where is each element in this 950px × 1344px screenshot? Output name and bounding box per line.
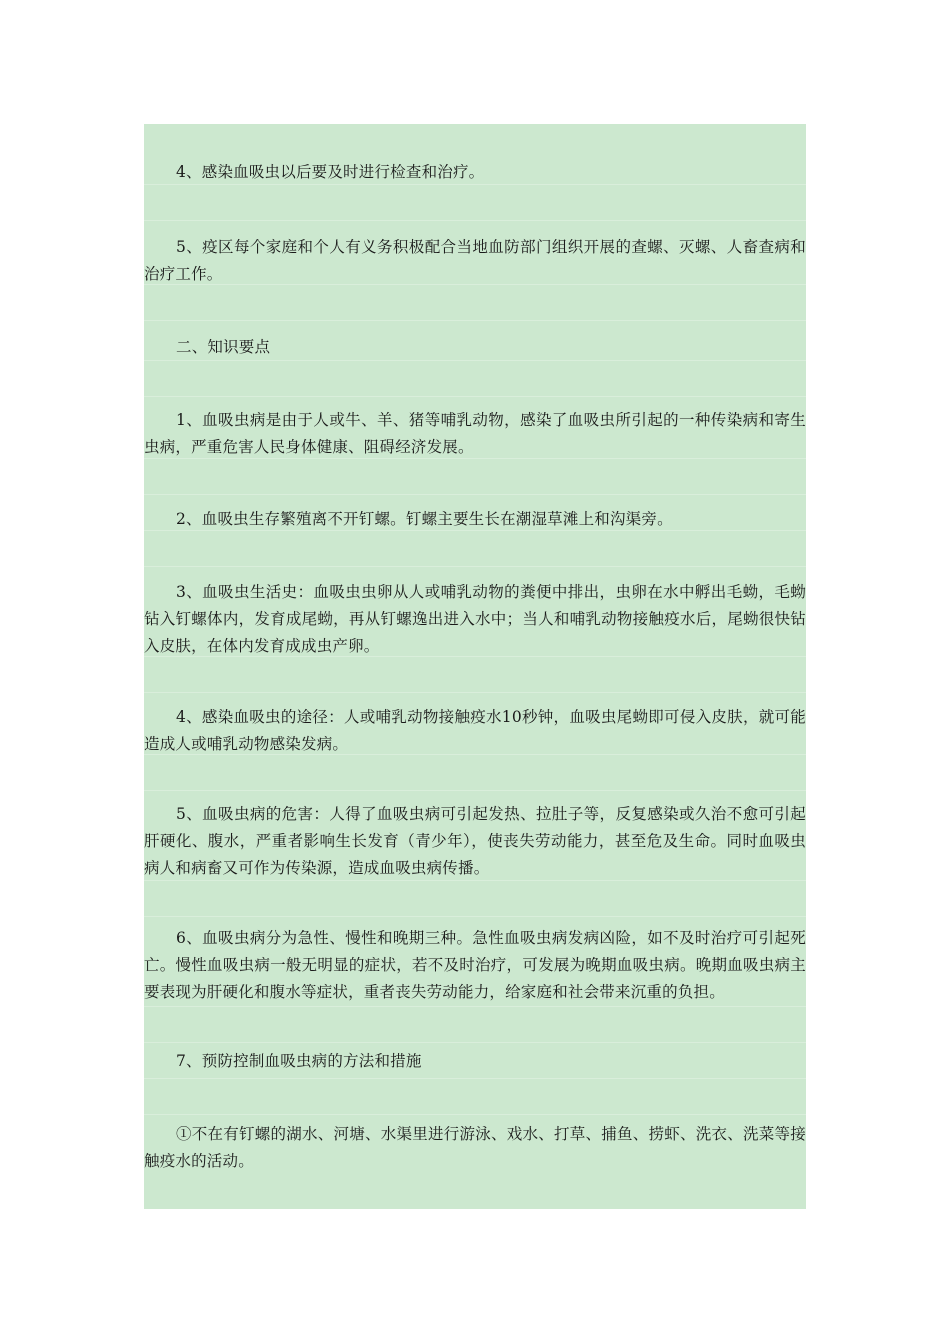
paragraph-point-6-types: 6、血吸虫病分为急性、慢性和晚期三种。急性血吸虫病发病凶险，如不及时治疗可引起死亡。慢性血吸虫病一般无明显的症状，若不及时治疗，可发展为晚期血吸虫病。晚期血吸虫病主要表现为肝硬化和腹水等症状，重者丧失劳动能力，给家庭和社会带来沉重的负担。 xyxy=(144,929,806,1001)
green-content-panel xyxy=(144,124,806,1209)
section-heading-knowledge-points: 二、知识要点 xyxy=(176,338,271,356)
line-divider xyxy=(144,566,806,567)
paragraph-item-5-cooperation: 5、疫区每个家庭和个人有义务积极配合当地血防部门组织开展的查螺、灭螺、人畜查病和治疗工作。 xyxy=(144,238,806,283)
paragraph-point-3-life-cycle: 3、血吸虫生活史：血吸虫虫卵从人或哺乳动物的粪便中排出，虫卵在水中孵出毛蚴，毛蚴钻入钉螺体内，发育成尾蚴，再从钉螺逸出进入水中；当人和哺乳动物接触疫水后，尾蚴很快钻入皮肤，在体内发育成成虫产卵。 xyxy=(144,583,806,655)
paragraph-point-7-prevention-heading: 7、预防控制血吸虫病的方法和措施 xyxy=(176,1052,422,1070)
paragraph-prevention-measure-1: ①不在有钉螺的湖水、河塘、水渠里进行游泳、戏水、打草、捕鱼、捞虾、洗衣、洗菜等接触疫水的活动。 xyxy=(144,1125,806,1170)
line-divider xyxy=(144,692,806,693)
line-divider xyxy=(144,396,806,397)
line-divider xyxy=(144,790,806,791)
line-divider xyxy=(144,1114,806,1115)
line-divider xyxy=(144,1006,806,1007)
paragraph-point-4-infection-route: 4、感染血吸虫的途径：人或哺乳动物接触疫水10秒钟，血吸虫尾蚴即可侵入皮肤，就可能造成人或哺乳动物感染发病。 xyxy=(144,708,806,753)
line-divider xyxy=(144,916,806,917)
line-divider xyxy=(144,1042,806,1043)
line-divider xyxy=(144,220,806,221)
line-divider xyxy=(144,494,806,495)
line-divider xyxy=(144,320,806,321)
paragraph-item-4-checkup: 4、感染血吸虫以后要及时进行检查和治疗。 xyxy=(176,163,485,181)
paragraph-point-1-definition: 1、血吸虫病是由于人或牛、羊、猪等哺乳动物，感染了血吸虫所引起的一种传染病和寄生虫病，严重危害人民身体健康、阻碍经济发展。 xyxy=(144,411,806,456)
line-divider xyxy=(144,1078,806,1079)
paragraph-point-5-harm: 5、血吸虫病的危害：人得了血吸虫病可引起发热、拉肚子等，反复感染或久治不愈可引起肝硬化、腹水，严重者影响生长发育（青少年），使丧失劳动能力，甚至危及生命。同时血吸虫病人和病畜又可作为传染源，造成血吸虫病传播。 xyxy=(144,805,806,877)
paragraph-point-2-snails: 2、血吸虫生存繁殖离不开钉螺。钉螺主要生长在潮湿草滩上和沟渠旁。 xyxy=(176,510,673,528)
